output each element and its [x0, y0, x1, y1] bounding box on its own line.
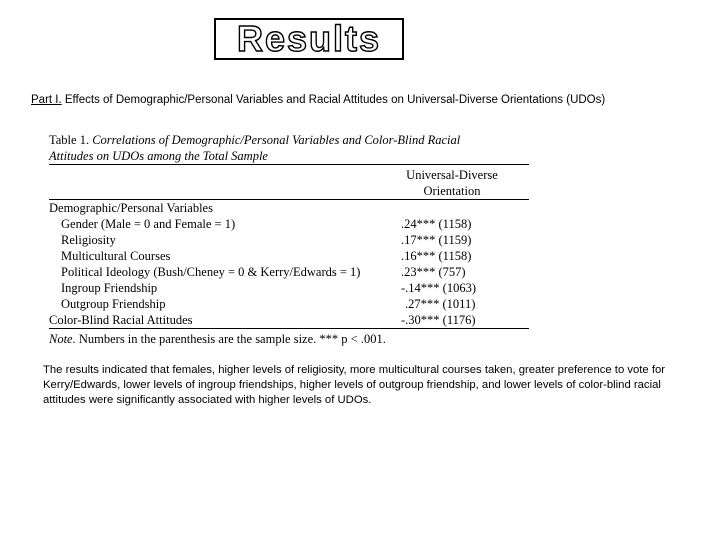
table-row: [49, 264, 529, 280]
row-value: .17*** (1159): [401, 233, 472, 247]
table-row: [49, 248, 529, 264]
table-group-row: [49, 200, 529, 216]
row-label: Political Ideology (Bush/Cheney = 0 & Kerry/Edwards = 1): [61, 265, 361, 279]
page-title: Results: [214, 18, 404, 60]
row-value: .16*** (1158): [401, 249, 472, 263]
row-label: Outgroup Friendship: [61, 297, 166, 311]
table-row: [49, 280, 529, 296]
table-number: Table 1.: [49, 133, 90, 147]
row-label: Ingroup Friendship: [61, 281, 158, 295]
row-label: Color-Blind Racial Attitudes: [49, 313, 193, 327]
results-summary: The results indicated that females, higher levels of religiosity, more multicultural courses taken, greater preference to vote for Kerry/Edwards, lower levels of ingroup friendships, higher levels of outgroup friendship, and lower levels of color-blind racial attitudes were significantly associated with higher levels of UDOs.: [43, 364, 666, 406]
table-caption-line1: Correlations of Demographic/Personal Variables and Color-Blind Racial: [92, 133, 461, 147]
section-title: Effects of Demographic/Personal Variables and Racial Attitudes on Universal-Diverse Orientations (UDOs): [64, 94, 606, 106]
note-text: Numbers in the parenthesis are the sample size. *** p < .001.: [78, 332, 386, 346]
row-value: .27*** (1011): [405, 297, 476, 311]
column-header-line2: Orientation: [423, 184, 481, 198]
row-label: Religiosity: [61, 233, 116, 247]
table-top-rule: [49, 164, 529, 165]
table-bottom-rule: [49, 328, 529, 329]
row-value: .23*** (757): [401, 265, 466, 279]
section-label: Part I.: [31, 94, 62, 106]
table-row: [49, 312, 529, 328]
section-heading: [31, 94, 701, 106]
table-row: [49, 216, 529, 232]
table-caption-line2: Attitudes on UDOs among the Total Sample: [49, 149, 268, 163]
row-value: .24*** (1158): [401, 217, 472, 231]
column-header: [49, 167, 534, 199]
row-value: -.30*** (1176): [401, 313, 476, 327]
row-label: Gender (Male = 0 and Female = 1): [61, 217, 236, 231]
row-value: -.14*** (1063): [401, 281, 476, 295]
group-label: Demographic/Personal Variables: [49, 201, 213, 215]
table-caption: [49, 132, 534, 164]
note-label: Note.: [49, 332, 76, 346]
correlation-table: [49, 132, 534, 347]
table-row: [49, 296, 529, 312]
table-row: [49, 232, 529, 248]
table-note: [49, 331, 534, 347]
row-label: Multicultural Courses: [61, 249, 171, 263]
column-header-line1: Universal-Diverse: [406, 168, 498, 182]
